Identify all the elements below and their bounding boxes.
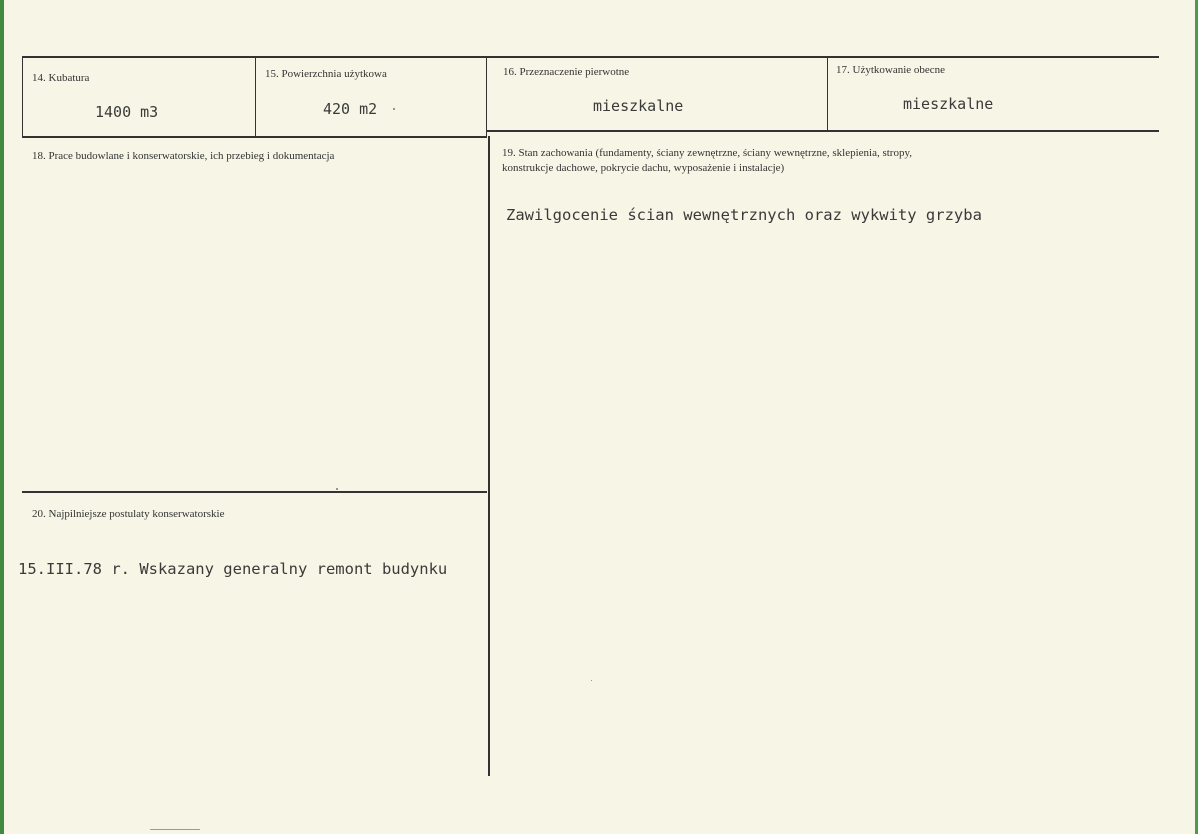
field-18-label: 18. Prace budowlane i konserwatorskie, ich przebieg i dokumentacja: [32, 150, 335, 162]
field-19-label-line1: 19. Stan zachowania (fundamenty, ściany zewnętrzne, ściany wewnętrzne, sklepienia, stropy,: [502, 147, 913, 159]
scan-speck: [336, 488, 338, 490]
row1-bottom-rule-right: [487, 130, 1159, 132]
scan-speck: [393, 108, 395, 110]
main-vertical-divider: [488, 136, 490, 776]
scan-speck: [591, 680, 592, 681]
field-15-label: 15. Powierzchnia użytkowa: [265, 68, 387, 80]
field-16-value: mieszkalne: [593, 97, 684, 115]
field-20-label: 20. Najpilniejsze postulaty konserwatorskie: [32, 508, 225, 520]
field-15-value: 420 m2: [323, 100, 378, 118]
divider-16-17: [827, 58, 828, 130]
left-margin-rule: [22, 58, 23, 136]
field-14-label: 14. Kubatura: [32, 72, 90, 84]
field-17-label: 17. Użytkowanie obecne: [836, 64, 946, 76]
field-17-value: mieszkalne: [903, 95, 994, 113]
field-20-value: 15.III.78 r. Wskazany generalny remont budynku: [18, 560, 448, 578]
scan-edge-left: [0, 0, 4, 834]
scan-speck: [150, 829, 200, 830]
divider-14-15: [255, 58, 256, 136]
top-rule: [22, 56, 1159, 58]
divider-15-16: [486, 58, 487, 136]
field-19-label-line2: konstrukcje dachowe, pokrycie dachu, wyposażenie i instalacje): [502, 162, 785, 174]
row1-bottom-rule: [22, 136, 487, 138]
field-14-value: 1400 m3: [95, 103, 159, 121]
field-16-label: 16. Przeznaczenie pierwotne: [503, 66, 630, 78]
field-19-value: Zawilgocenie ścian wewnętrznych oraz wykwity grzyba: [506, 206, 982, 224]
section-18-bottom-rule: [22, 491, 487, 493]
